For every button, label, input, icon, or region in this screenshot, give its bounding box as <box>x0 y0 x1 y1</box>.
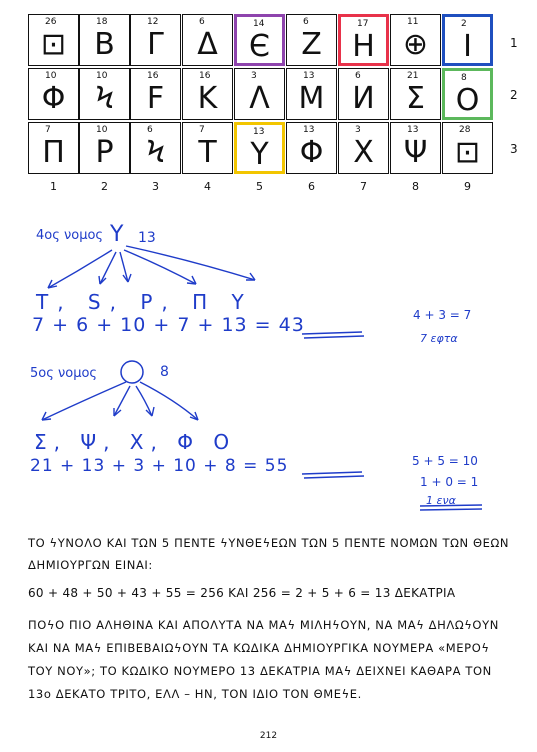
cell-number: 6 <box>199 17 205 27</box>
cell-number: 13 <box>407 125 419 135</box>
cell-symbol: ⊡ <box>454 135 481 170</box>
cell-number: 12 <box>147 17 159 27</box>
cell-number: 10 <box>96 125 108 135</box>
col-label-1: 1 <box>50 180 57 193</box>
cell-number: 3 <box>251 71 257 81</box>
cell-symbol: K <box>197 81 218 116</box>
cell-symbol: Ϟ <box>94 81 115 116</box>
cell-number: 10 <box>96 71 108 81</box>
cell-number: 7 <box>45 125 51 135</box>
cell-number: 26 <box>45 17 57 27</box>
cell-symbol: T <box>198 135 217 170</box>
cell-symbol: Ϟ <box>145 135 166 170</box>
cell-number: 3 <box>355 125 361 135</box>
row-label-1: 1 <box>510 36 518 50</box>
cell-symbol: F <box>146 81 165 116</box>
cell-symbol: Δ <box>197 27 218 62</box>
paragraph-conclusion: ΠΟϟΟ ΠΙΟ ΑΛΗΘΙΝΑ ΚΑΙ ΑΠΟΛΥΤΑ ΝΑ ΜΑϟ ΜΙΛΗϟΟΥΝ, ΝΑ ΜΑϟ ΔΗΛΩϟΟΥΝ ΚΑΙ ΝΑ ΜΑϟ ΕΠΙΒΕΒΑΙΩϟΟΥΝ ΤΑ ΚΩΔΙΚΑ ΔΗΜΙΟΥΡΓΙΚΑ ΝΟΥΜΕΡΑ «ΜΕΡΟϟ ΤΟΥ ΝΟΥ»; ΤΟ ΚΩΔΙΚΟ ΝΟΥΜΕΡΟ 13 ΔΕΚΑΤΡΙΑ ΜΑϟ ΔΕΙΧΝΕΙ ΚΑΘΑΡΑ ΤΟΝ 13ο ΔΕΚΑΤΟ ΤΡΙΤΟ, ΕΛΛ – ΗΝ, ΤΟΝ ΙΔΙΟ ΤΟΝ ΘΜΕϟΕ. <box>28 618 499 701</box>
block5-letters: Σ, Ψ, X, Φ O <box>34 430 237 454</box>
block5-root-value: 8 <box>160 364 169 380</box>
cell-number: 28 <box>459 125 471 135</box>
cell-symbol: ⊕ <box>402 27 429 62</box>
block5-sum: 21 + 13 + 3 + 10 + 8 = 55 <box>30 456 289 476</box>
cell-symbol: Γ <box>147 27 164 62</box>
col-label-5: 5 <box>256 180 263 193</box>
cell-number: 7 <box>199 125 205 135</box>
cell-symbol: Φ <box>299 135 324 170</box>
cell-symbol: H <box>352 29 375 64</box>
cell-number: 14 <box>253 19 265 29</box>
cell-number: 16 <box>147 71 159 81</box>
row-label-3: 3 <box>510 142 518 156</box>
block4-letters: T, S, P, Π Y <box>36 290 253 314</box>
cell-symbol: Z <box>301 27 322 62</box>
block4-sum: 7 + 6 + 10 + 7 + 13 = 43 <box>32 314 305 336</box>
col-label-7: 7 <box>360 180 367 193</box>
cell-symbol: X <box>353 135 374 170</box>
cell-number: 10 <box>45 71 57 81</box>
cell-symbol: ⊡ <box>40 27 67 62</box>
cell-number: 11 <box>407 17 419 27</box>
cell-symbol: Є <box>249 29 270 64</box>
paragraph-summary: ΤΟ ϟΥΝΟΛΟ ΚΑΙ ΤΩΝ 5 ΠΕΝΤΕ ϟΥΝΘΕϟΕΩΝ ΤΩΝ 5 ΠΕΝΤΕ ΝΟΜΩΝ ΤΩΝ ΘΕΩΝ ΔΗΜΙΟΥΡΓΩΝ ΕΙΝΑΙ: <box>28 536 510 572</box>
cell-number: 2 <box>461 19 467 29</box>
cell-number: 17 <box>357 19 369 29</box>
block5-side-sum-2: 1 + 0 = 1 <box>420 475 479 489</box>
block4-heading: 4ος νομος <box>36 228 104 243</box>
cell-symbol: Y <box>250 137 269 172</box>
block4-side-sum: 4 + 3 = 7 <box>413 308 472 322</box>
cell-symbol: И <box>352 81 375 116</box>
cell-symbol: I <box>463 29 472 64</box>
cell-symbol: Σ <box>406 81 425 116</box>
col-label-4: 4 <box>204 180 211 193</box>
col-label-3: 3 <box>152 180 159 193</box>
col-label-8: 8 <box>412 180 419 193</box>
cell-number: 16 <box>199 71 211 81</box>
cell-number: 13 <box>303 125 315 135</box>
cell-number: 18 <box>96 17 108 27</box>
cell-symbol: Φ <box>41 81 66 116</box>
cell-number: 13 <box>303 71 315 81</box>
cell-symbol: B <box>94 27 115 62</box>
page-number: 212 <box>259 731 278 741</box>
row-label-2: 2 <box>510 88 518 102</box>
cell-symbol: M <box>298 81 325 116</box>
cell-symbol: Π <box>42 135 65 170</box>
cell-number: 6 <box>147 125 153 135</box>
cell-number: 13 <box>253 127 265 137</box>
equation-line: 60 + 48 + 50 + 43 + 55 = 256 ΚΑΙ 256 = 2 + 5 + 6 = 13 ΔΕΚΑΤΡΙΑ <box>28 586 456 600</box>
cell-symbol: Λ <box>249 81 270 116</box>
cell-number: 8 <box>461 73 467 83</box>
block5-side-word: 1 ενα <box>426 494 456 507</box>
block4-root-value: 13 <box>138 230 156 246</box>
cell-number: 6 <box>303 17 309 27</box>
block5-side-sum-1: 5 + 5 = 10 <box>412 454 478 468</box>
cell-number: 21 <box>407 71 419 81</box>
cell-symbol: Ψ <box>403 135 428 170</box>
block4-side-word: 7 εφτα <box>420 332 458 345</box>
block5-heading: 5ος νομος <box>30 366 98 381</box>
cell-symbol: Ρ <box>95 135 114 170</box>
cell-number: 6 <box>355 71 361 81</box>
cell-symbol: O <box>455 83 480 118</box>
block4-root-symbol: Y <box>110 222 124 247</box>
col-label-6: 6 <box>308 180 315 193</box>
col-label-2: 2 <box>101 180 108 193</box>
col-label-9: 9 <box>464 180 471 193</box>
